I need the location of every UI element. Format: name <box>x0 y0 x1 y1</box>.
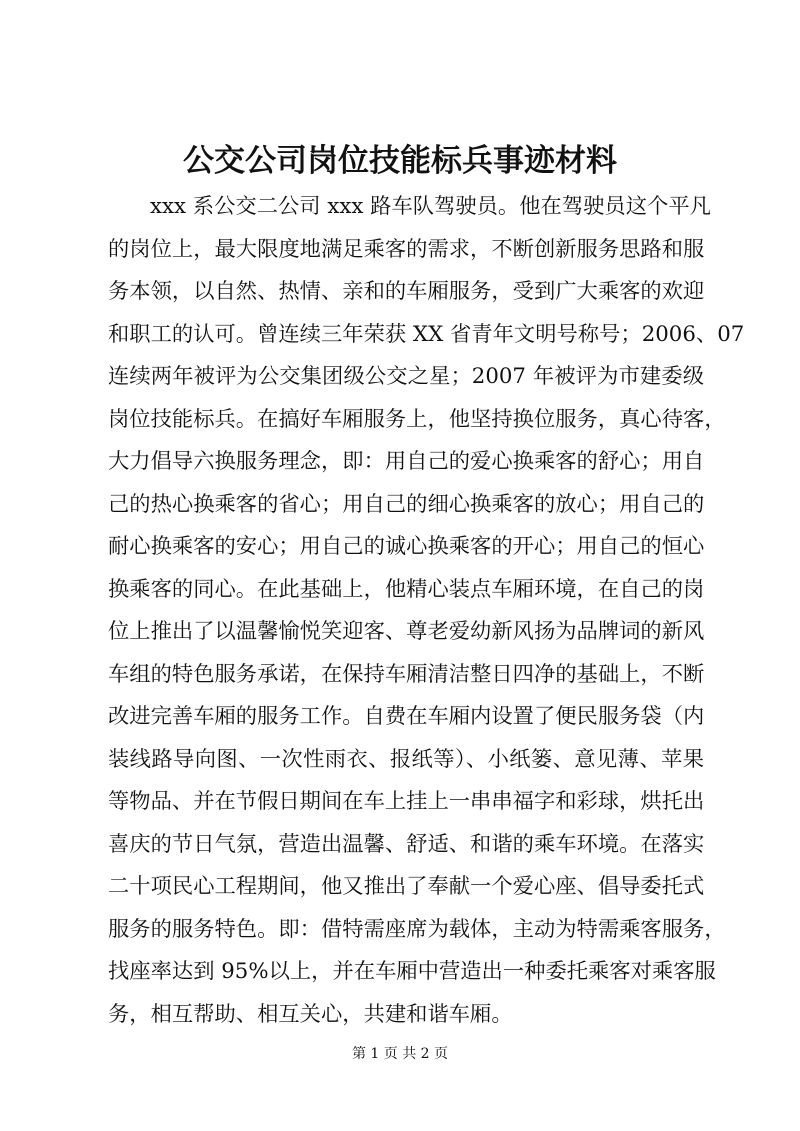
body-line: 的岗位上，最大限度地满足乘客的需求，不断创新服务思路和服 <box>108 236 705 262</box>
body-line: 二十项民心工程期间，他又推出了奉献一个爱心座、倡导委托式 <box>108 874 705 899</box>
body-line: 换乘客的同心。在此基础上，他精心装点车厢环境，在自己的岗 <box>108 576 705 602</box>
body-line: 喜庆的节日气氛，营造出温馨、舒适、和谐的乘车环境。在落实 <box>108 831 705 857</box>
body-line: 岗位技能标兵。在搞好车厢服务上，他坚持换位服务，真心待客， <box>108 406 726 432</box>
body-line: 找座率达到 95%以上，并在车厢中营造出一种委托乘客对乘客服 <box>108 959 716 984</box>
body-line: 装线路导向图、一次性雨衣、报纸等）、小纸篓、意见薄、苹果 <box>108 746 704 772</box>
body-line: 务，相互帮助、相互关心，共建和谐车厢。 <box>108 1001 513 1027</box>
body-line: 改进完善车厢的服务工作。自费在车厢内设置了便民服务袋（内 <box>108 704 705 729</box>
body-line: 等物品、并在节假日期间在车上挂上一串串福字和彩球，烘托出 <box>108 789 705 814</box>
document-body <box>108 186 745 1036</box>
body-line: 连续两年被评为公交集团级公交之星；2007 年被评为市建委级 <box>108 364 704 389</box>
body-line: 务本领，以自然、热情、亲和的车厢服务，受到广大乘客的欢迎 <box>108 279 705 304</box>
document-title: 公交公司岗位技能标兵事迹材料 <box>183 143 617 179</box>
body-line: 耐心换乘客的安心；用自己的诚心换乘客的开心；用自己的恒心 <box>108 534 705 559</box>
body-line: 大力倡导六换服务理念，即：用自己的爱心换乘客的舒心；用自 <box>108 449 705 474</box>
body-line: 车组的特色服务承诺，在保持车厢清洁整日四净的基础上，不断 <box>108 661 705 687</box>
body-line: 服务的服务特色。即：借特需座席为载体，主动为特需乘客服务， <box>108 916 726 942</box>
page-footer: 第 1 页 共 2 页 <box>351 1046 449 1062</box>
body-line: 己的热心换乘客的省心；用自己的细心换乘客的放心；用自己的 <box>108 491 705 517</box>
body-line: xxx 系公交二公司 xxx 路车队驾驶员。他在驾驶员这个平凡 <box>150 194 711 219</box>
body-line: 位上推出了以温馨愉悦笑迎客、尊老爱幼新风扬为品牌词的新风 <box>108 619 705 644</box>
body-line: 和职工的认可。曾连续三年荣获 XX 省青年文明号称号；2006、07 <box>108 321 745 347</box>
